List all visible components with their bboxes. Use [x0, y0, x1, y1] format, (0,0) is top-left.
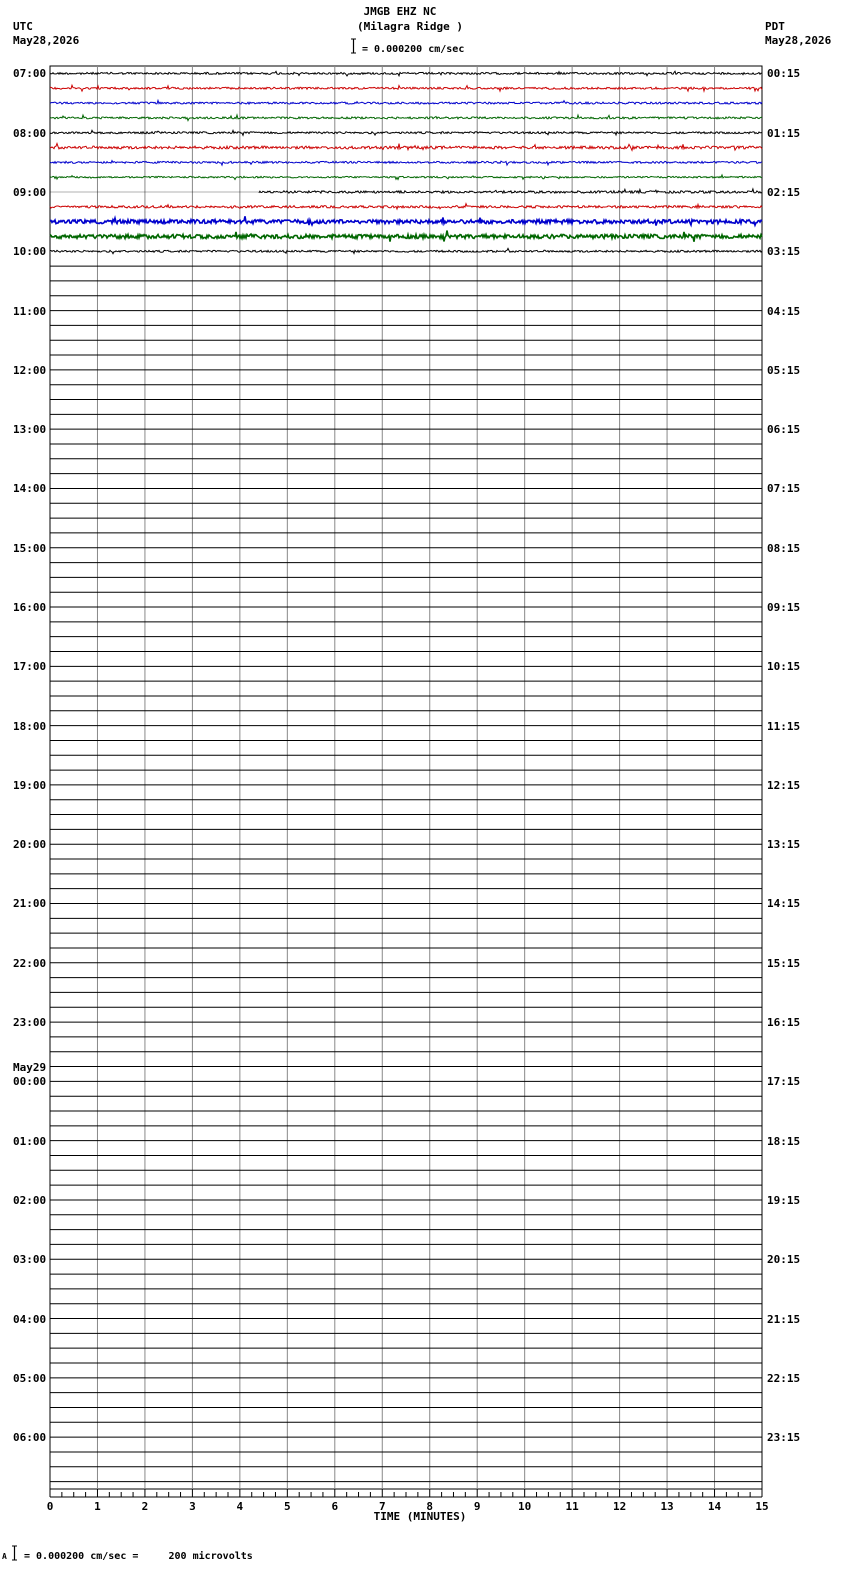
- utc-hour-label: 04:00: [13, 1312, 47, 1326]
- utc-hour-label: 22:00: [13, 956, 47, 970]
- footer-scale-note: = 0.000200 cm/sec = 200 microvolts: [24, 1551, 253, 1562]
- pdt-hour-label: 08:15: [767, 541, 801, 555]
- utc-hour-label: 08:00: [13, 126, 47, 140]
- pdt-hour-label: 22:15: [767, 1371, 801, 1385]
- seismic-trace: [50, 100, 762, 104]
- seismic-trace: [50, 248, 762, 253]
- x-axis-label: TIME (MINUTES): [373, 1510, 467, 1523]
- utc-hour-label: 06:00: [13, 1431, 47, 1445]
- x-tick-label: 6: [331, 1500, 339, 1513]
- x-tick-label: 8: [426, 1500, 434, 1513]
- pdt-hour-label: 13:15: [767, 838, 801, 852]
- pdt-hour-label: 02:15: [767, 185, 801, 199]
- pdt-hour-label: 00:15: [767, 67, 801, 81]
- pdt-hour-label: 11:15: [767, 719, 801, 733]
- pdt-hour-label: 17:15: [767, 1075, 801, 1089]
- x-tick-label: 7: [378, 1500, 386, 1513]
- seismic-trace: [50, 231, 762, 242]
- x-tick-label: 4: [236, 1500, 244, 1513]
- pdt-hour-label: 09:15: [767, 601, 801, 615]
- x-tick-label: 3: [189, 1500, 196, 1513]
- x-tick-label: 2: [141, 1500, 149, 1513]
- utc-hour-label: 17:00: [13, 660, 47, 674]
- pdt-hour-label: 15:15: [767, 956, 801, 970]
- footer-scale-bar-icon: [12, 1545, 17, 1561]
- utc-hour-label: 13:00: [13, 423, 47, 437]
- seismic-trace: [50, 115, 762, 121]
- seismic-trace: [50, 85, 762, 91]
- pdt-hour-label: 06:15: [767, 423, 801, 437]
- utc-hour-label: 09:00: [13, 185, 47, 199]
- right-timezone: PDT: [765, 20, 785, 33]
- pdt-hour-label: 18:15: [767, 1134, 801, 1148]
- utc-hour-label: 10:00: [13, 245, 47, 259]
- utc-hour-label: 07:00: [13, 67, 47, 81]
- x-tick-label: 5: [284, 1500, 291, 1513]
- seismic-trace: [50, 175, 762, 180]
- pdt-hour-label: 03:15: [767, 245, 801, 259]
- x-tick-label: 11: [565, 1500, 579, 1513]
- footer-marker: A: [2, 1552, 7, 1561]
- site-name: (Milagra Ridge ): [357, 20, 463, 33]
- utc-hour-label: 01:00: [13, 1134, 47, 1148]
- utc-hour-label: 11:00: [13, 304, 47, 318]
- left-date: May28,2026: [13, 34, 80, 47]
- x-tick-label: 12: [612, 1500, 627, 1513]
- plot-frame: [50, 66, 762, 1489]
- utc-hour-label: 00:00: [13, 1075, 47, 1089]
- station-title: JMGB EHZ NC: [363, 5, 437, 18]
- pdt-hour-label: 20:15: [767, 1253, 801, 1267]
- pdt-hour-label: 05:15: [767, 363, 801, 377]
- x-tick-label: 15: [755, 1500, 769, 1513]
- utc-hour-label: 20:00: [13, 838, 47, 852]
- utc-day-change-label: May29: [13, 1061, 47, 1075]
- pdt-hour-label: 19:15: [767, 1193, 801, 1207]
- scale-label: = 0.000200 cm/sec: [362, 44, 465, 55]
- pdt-hour-label: 12:15: [767, 778, 801, 792]
- pdt-hour-label: 14:15: [767, 897, 801, 911]
- utc-hour-label: 03:00: [13, 1253, 47, 1267]
- x-tick-label: 14: [707, 1500, 722, 1513]
- pdt-hour-label: 07:15: [767, 482, 801, 496]
- seismic-trace: [50, 204, 762, 209]
- utc-hour-label: 05:00: [13, 1371, 47, 1385]
- pdt-hour-label: 16:15: [767, 1016, 801, 1030]
- seismic-trace: [50, 71, 762, 76]
- utc-hour-label: 18:00: [13, 719, 47, 733]
- x-tick-label: 10: [518, 1500, 532, 1513]
- utc-hour-label: 21:00: [13, 897, 47, 911]
- seismic-trace: [50, 161, 762, 166]
- pdt-hour-label: 23:15: [767, 1431, 801, 1445]
- right-date: May28,2026: [765, 34, 832, 47]
- x-tick-label: 13: [660, 1500, 674, 1513]
- seismic-trace: [50, 130, 762, 135]
- left-timezone: UTC: [13, 20, 33, 33]
- x-tick-label: 0: [46, 1500, 54, 1513]
- utc-hour-label: 15:00: [13, 541, 47, 555]
- pdt-hour-label: 01:15: [767, 126, 801, 140]
- seismic-trace: [50, 216, 762, 225]
- pdt-hour-label: 04:15: [767, 304, 801, 318]
- x-tick-label: 9: [473, 1500, 481, 1513]
- utc-hour-label: 23:00: [13, 1016, 47, 1030]
- pdt-hour-label: 10:15: [767, 660, 801, 674]
- seismic-trace: [50, 143, 762, 150]
- utc-hour-label: 02:00: [13, 1193, 47, 1207]
- utc-hour-label: 16:00: [13, 601, 47, 615]
- utc-hour-label: 19:00: [13, 778, 47, 792]
- utc-hour-label: 12:00: [13, 363, 47, 377]
- utc-hour-label: 14:00: [13, 482, 47, 496]
- x-tick-label: 1: [94, 1500, 101, 1513]
- pdt-hour-label: 21:15: [767, 1312, 801, 1326]
